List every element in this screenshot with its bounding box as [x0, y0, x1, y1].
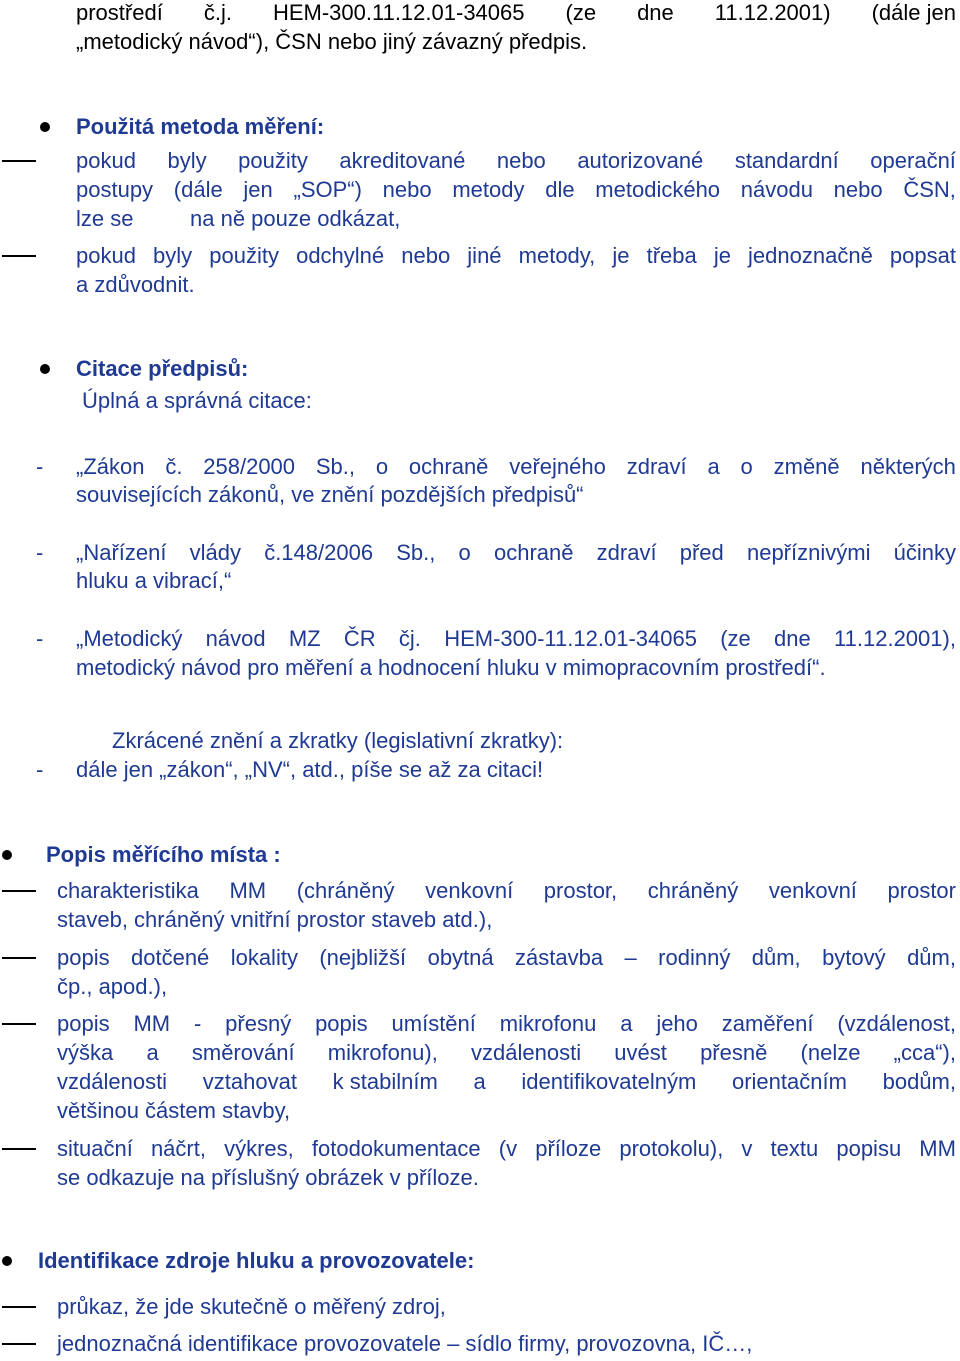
word: zdraví — [626, 454, 687, 479]
word: „SOP“) — [293, 177, 362, 202]
word: vzdálenosti — [57, 1069, 168, 1094]
word: a — [707, 454, 720, 479]
word: uvést — [614, 1040, 667, 1065]
word: byly — [167, 148, 207, 173]
citace-heading: Citace předpisů: — [76, 356, 249, 381]
word: příloze — [535, 1136, 602, 1161]
word: rodinný — [658, 945, 731, 970]
word: popsat — [889, 243, 956, 268]
popis-item-2-line-2: čp., apod.), — [57, 974, 168, 999]
word: vzdálenosti — [471, 1040, 582, 1065]
word: dne — [774, 626, 811, 651]
word: dotčené — [131, 945, 210, 970]
word: (nelze — [800, 1040, 861, 1065]
intro-line-2: „metodický návod“), ČSN nebo jiný závazný předpis. — [76, 29, 588, 54]
word: pokud — [76, 148, 136, 173]
word: MM — [919, 1136, 956, 1161]
bullet-icon — [2, 1256, 12, 1266]
word: HEM-300.11.12.01-34065 — [272, 0, 525, 25]
word: třeba — [646, 243, 697, 268]
word: (ze — [565, 0, 597, 25]
word: zaměření — [721, 1011, 814, 1036]
word: venkovní — [768, 878, 857, 903]
word: čj. — [398, 626, 421, 651]
methods-item-1-line-3: lze se — [76, 206, 134, 231]
word: je — [713, 243, 731, 268]
word: charakteristika — [57, 878, 199, 903]
word: jiné — [467, 243, 502, 268]
word: odchylné — [296, 243, 385, 268]
bullet-icon — [40, 364, 50, 374]
word: (ze — [720, 626, 751, 651]
word: metody, — [518, 243, 596, 268]
dash-icon — [2, 890, 36, 892]
word: MM — [229, 878, 267, 903]
word: popisu — [836, 1136, 902, 1161]
word: popis — [57, 945, 110, 970]
word: jednoznačně — [748, 243, 873, 268]
methods-heading: Použitá metoda měření: — [76, 114, 325, 139]
methods-item-1-line-3b: na ně pouze odkázat, — [190, 206, 401, 231]
word: účinky — [893, 540, 956, 565]
word: o — [740, 454, 753, 479]
citace-item-3-line-1 — [76, 626, 956, 652]
word: dům, — [907, 945, 956, 970]
word: identifikovatelným — [521, 1069, 697, 1094]
bullet-icon — [40, 122, 50, 132]
short-form-dash: - — [36, 757, 44, 782]
word: dne — [637, 0, 674, 25]
word: mikrofonu), — [327, 1040, 438, 1065]
methods-item-1-line-2 — [76, 177, 956, 203]
word: „cca“), — [893, 1040, 956, 1065]
word: nebo — [496, 148, 546, 173]
word: fotodokumentace — [311, 1136, 481, 1161]
citace-item-3-line-2: metodický návod pro měření a hodnocení hluku v mimopracovním prostředí“. — [76, 655, 826, 680]
word: „Zákon — [76, 454, 145, 479]
methods-item-2-line-2: a zdůvodnit. — [76, 272, 195, 297]
citace-item-1-line-2: souvisejících zákonů, ve znění pozdějších předpisů“ — [76, 482, 584, 507]
word: nebo — [833, 177, 883, 202]
word: ČR — [343, 626, 376, 651]
word: nebo — [382, 177, 432, 202]
word: vztahovat — [202, 1069, 297, 1094]
word: přesný — [225, 1011, 292, 1036]
citace-dash: - — [36, 540, 44, 565]
citace-dash: - — [36, 626, 44, 651]
word: umístění — [391, 1011, 476, 1036]
popis-item-1-line-2: staveb, chráněný vnitřní prostor staveb atd.), — [57, 907, 493, 932]
word: o — [458, 540, 471, 565]
popis-heading: Popis měřícího místa : — [46, 842, 281, 867]
word: některých — [860, 454, 956, 479]
citace-item-2-line-1 — [76, 540, 956, 566]
ident-item-2: jednoznačná identifikace provozovatele – sídlo firmy, provozovna, IČ…, — [57, 1331, 753, 1356]
citace-intro: Úplná a správná citace: — [82, 388, 312, 413]
word: venkovní — [425, 878, 514, 903]
word: nebo — [401, 243, 451, 268]
word: (chráněný — [296, 878, 395, 903]
word: MZ — [288, 626, 321, 651]
popis-item-3-line-2 — [57, 1040, 956, 1066]
word: a — [146, 1040, 159, 1065]
word: standardní — [734, 148, 839, 173]
word: mikrofonu — [499, 1011, 597, 1036]
bullet-icon — [2, 850, 12, 860]
word: orientačním — [731, 1069, 847, 1094]
word: (vzdálenost, — [837, 1011, 956, 1036]
word: popis — [315, 1011, 368, 1036]
word: dle — [545, 177, 575, 202]
word: náčrt, — [150, 1136, 206, 1161]
citace-item-2-line-2: hluku a vibrací,“ — [76, 568, 232, 593]
short-form-item: dále jen „zákon“, „NV“, atd., píše se až za citaci! — [76, 757, 544, 782]
ident-heading: Identifikace zdroje hluku a provozovatele: — [38, 1248, 475, 1273]
word: Sb., — [396, 540, 436, 565]
word: protokolu), — [619, 1136, 724, 1161]
word: použity — [209, 243, 279, 268]
word: autorizované — [577, 148, 704, 173]
dash-icon — [2, 1148, 36, 1150]
word: metody — [452, 177, 525, 202]
popis-item-4-line-2: se odkazuje na příslušný obrázek v příloze. — [57, 1165, 479, 1190]
word: chráněný — [647, 878, 739, 903]
word: postupy — [76, 177, 154, 202]
word: směrování — [191, 1040, 295, 1065]
word: návod — [205, 626, 266, 651]
word: zástavba — [515, 945, 604, 970]
citace-dash: - — [36, 454, 44, 479]
word: situační — [57, 1136, 133, 1161]
word: změně — [773, 454, 840, 479]
popis-item-4-line-1 — [57, 1136, 956, 1162]
word: byly — [153, 243, 193, 268]
word: – — [624, 945, 637, 970]
word: ČSN, — [903, 177, 956, 202]
word: použity — [238, 148, 308, 173]
word: „Metodický — [76, 626, 183, 651]
word: lokality — [230, 945, 298, 970]
word: (v — [498, 1136, 518, 1161]
word: dům, — [751, 945, 801, 970]
word: (nejbližší — [319, 945, 407, 970]
word: 258/2000 — [203, 454, 296, 479]
word: prostředí — [76, 0, 163, 25]
dash-icon — [2, 1343, 36, 1345]
popis-item-3-line-1 — [57, 1011, 956, 1037]
word: obytná — [427, 945, 494, 970]
word: č.j. — [203, 0, 232, 25]
word: č. — [165, 454, 183, 479]
word: pokud — [76, 243, 136, 268]
word: k stabilním — [332, 1069, 438, 1094]
word: v — [741, 1136, 753, 1161]
word: ochraně — [493, 540, 574, 565]
word: ochraně — [408, 454, 489, 479]
dash-icon — [2, 160, 36, 162]
word: a — [473, 1069, 486, 1094]
word: 11.12.2001), — [834, 626, 956, 651]
word: vlády — [189, 540, 242, 565]
popis-item-1-line-1 — [57, 878, 956, 904]
word: bodům, — [882, 1069, 956, 1094]
word: 11.12.2001) — [714, 0, 831, 25]
word: a — [620, 1011, 633, 1036]
word: popis — [57, 1011, 110, 1036]
methods-item-2-line-1 — [76, 243, 956, 269]
word: nepříznivými — [746, 540, 871, 565]
word: je — [612, 243, 630, 268]
dash-icon — [2, 957, 36, 959]
dash-icon — [2, 1023, 36, 1025]
word: výkres, — [224, 1136, 294, 1161]
intro-line-1 — [76, 0, 956, 26]
popis-item-2-line-1 — [57, 945, 956, 971]
word: operační — [870, 148, 956, 173]
popis-item-3-line-4: většinou částem stavby, — [57, 1098, 291, 1123]
word: prostor — [887, 878, 956, 903]
short-form-heading: Zkrácené znění a zkratky (legislativní zkratky): — [112, 728, 564, 753]
word: před — [679, 540, 724, 565]
word: Sb., — [315, 454, 355, 479]
word: - — [193, 1011, 202, 1036]
popis-item-3-line-3 — [57, 1069, 956, 1095]
word: o — [375, 454, 389, 479]
word: textu — [770, 1136, 819, 1161]
word: MM — [133, 1011, 171, 1036]
word: akreditované — [339, 148, 466, 173]
word: (dále — [173, 177, 223, 202]
word: bytový — [822, 945, 886, 970]
word: návodu — [740, 177, 813, 202]
word: zdraví — [596, 540, 657, 565]
word: výška — [57, 1040, 114, 1065]
dash-icon — [2, 1306, 36, 1308]
word: prostor, — [543, 878, 618, 903]
citace-item-1-line-1 — [76, 454, 956, 480]
word: HEM-300-11.12.01-34065 — [444, 626, 697, 651]
word: metodického — [595, 177, 721, 202]
methods-item-1-line-1 — [76, 148, 956, 174]
word: (dále jen — [871, 0, 956, 25]
word: č.148/2006 — [264, 540, 374, 565]
ident-item-1: průkaz, že jde skutečně o měřený zdroj, — [57, 1294, 446, 1319]
dash-icon — [2, 255, 36, 257]
word: „Nařízení — [76, 540, 167, 565]
word: veřejného — [509, 454, 606, 479]
word: jeho — [656, 1011, 698, 1036]
word: přesně — [700, 1040, 768, 1065]
word: jen — [243, 177, 273, 202]
